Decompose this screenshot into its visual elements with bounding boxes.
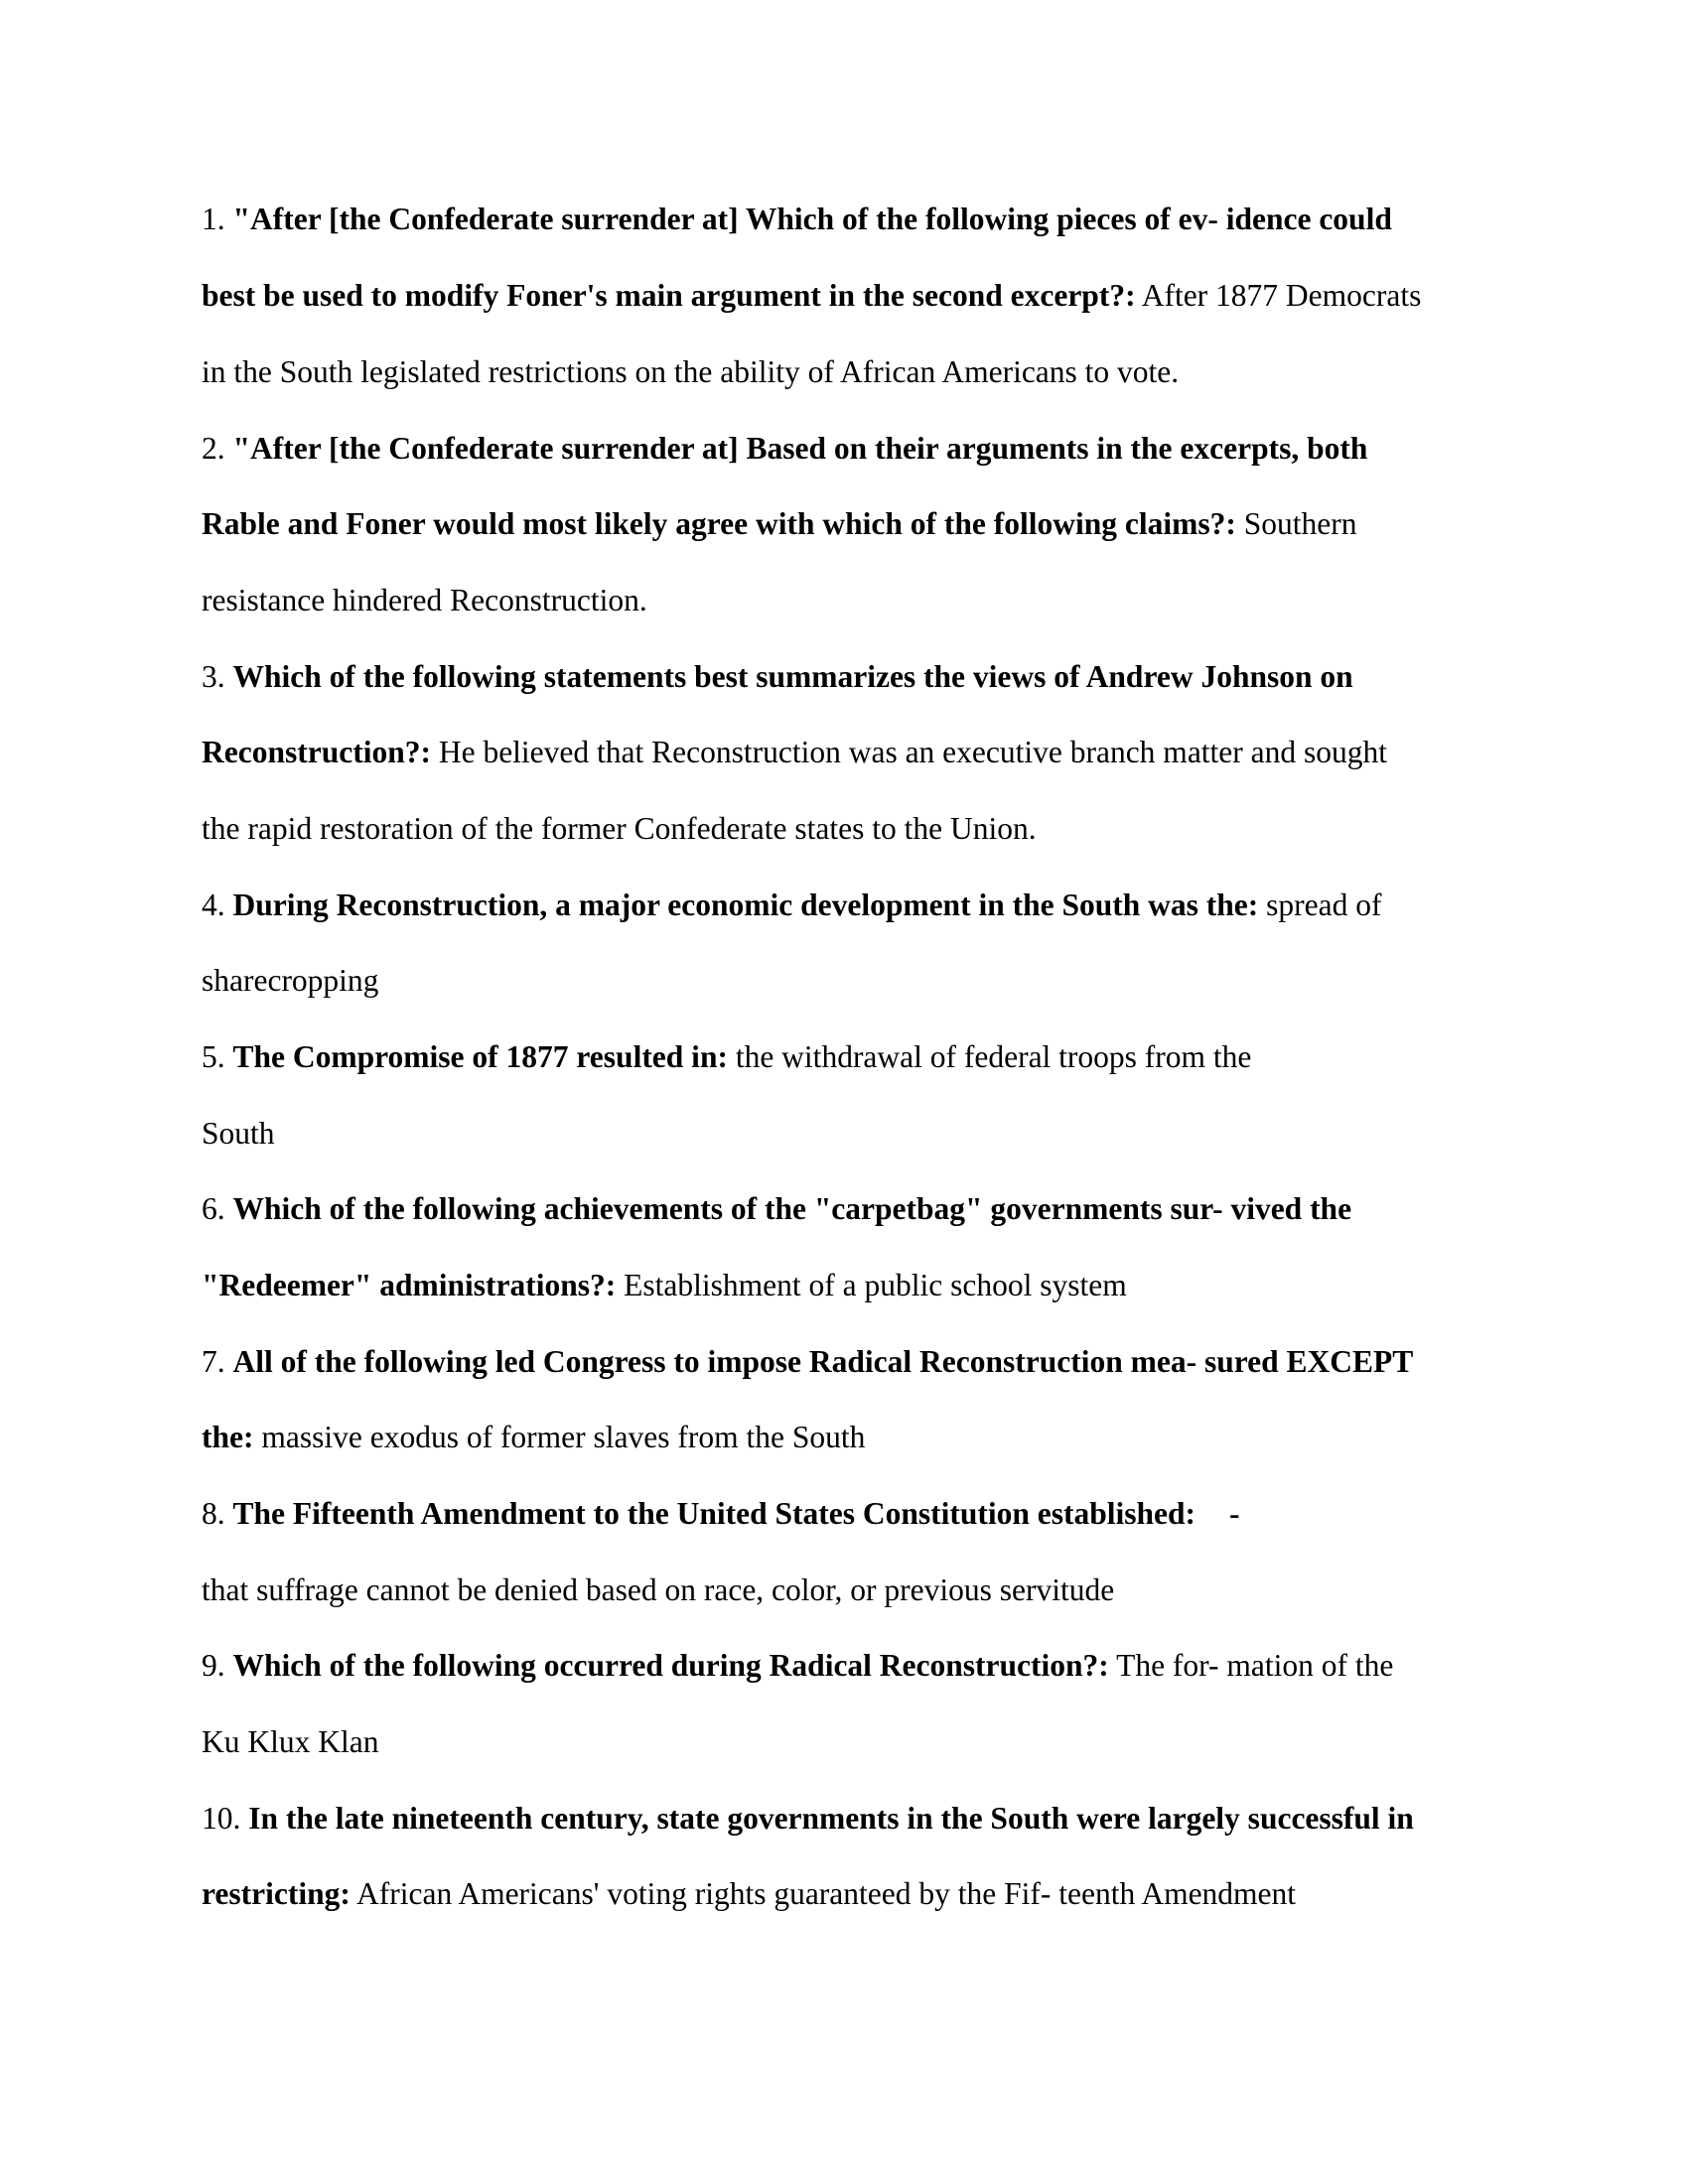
question-number: 3. [202, 659, 225, 694]
question-4-line-1 [202, 889, 1381, 921]
answer-text: the withdrawal of federal troops from the [727, 1039, 1252, 1074]
question-number: 9. [202, 1648, 225, 1683]
answer-text: African Americans' voting rights guaranteed by the Fif- teenth Amendment [350, 1876, 1297, 1911]
question-text: In the late nineteenth century, state governments in the South were largely successful in [248, 1801, 1414, 1836]
answer-text: He believed that Reconstruction was an executive branch matter and sought [430, 735, 1388, 769]
answer-text: in the South legislated restrictions on the ability of African Americans to vote. [202, 354, 1180, 389]
question-text: "After [the Confederate surrender at] Which of the following pieces of ev- idence could [232, 202, 1392, 236]
question-text: The Fifteenth Amendment to the United States Constitution established: [232, 1496, 1196, 1531]
question-6-line-2 [202, 1270, 1127, 1301]
answer-text: massive exodus of former slaves from the South [253, 1420, 866, 1454]
answer-text: that suffrage cannot be denied based on race, color, or previous servitude [202, 1572, 1115, 1607]
question-text: "After [the Confederate surrender at] Based on their arguments in the excerpts, both [232, 431, 1368, 466]
question-text: best be used to modify Foner's main argument in the second excerpt?: [202, 278, 1136, 313]
question-10-line-2 [202, 1878, 1296, 1910]
question-number: 2. [202, 431, 225, 466]
question-text: Rable and Foner would most likely agree with which of the following claims?: [202, 506, 1236, 541]
question-number: 7. [202, 1344, 225, 1379]
question-9-line-2 [202, 1726, 378, 1758]
question-text: the: [202, 1420, 254, 1454]
question-2-line-3 [202, 585, 647, 616]
answer-text: The for- mation of the [1108, 1648, 1394, 1683]
question-number: 8. [202, 1496, 225, 1531]
question-6-line-1 [202, 1193, 1351, 1225]
question-number: 6. [202, 1191, 225, 1226]
question-2-line-2 [202, 508, 1356, 540]
question-2-line-1 [202, 433, 1367, 465]
question-text: All of the following led Congress to impose Radical Reconstruction mea- sured EXCEPT [232, 1344, 1414, 1379]
answer-text: Ku Klux Klan [202, 1724, 379, 1759]
question-3-line-1 [202, 661, 1353, 693]
answer-text: After 1877 Democrats [1135, 278, 1422, 313]
question-number: 1. [202, 202, 225, 236]
question-text: Which of the following occurred during Radical Reconstruction?: [232, 1648, 1109, 1683]
question-9-line-1 [202, 1650, 1393, 1682]
answer-text: sharecropping [202, 963, 379, 998]
question-text: "Redeemer" administrations?: [202, 1268, 617, 1302]
question-1-line-1 [202, 204, 1392, 235]
question-7-line-1 [202, 1346, 1413, 1378]
question-3-line-2 [202, 737, 1387, 768]
question-4-line-2 [202, 965, 378, 997]
question-text: The Compromise of 1877 resulted in: [232, 1039, 728, 1074]
answer-text: the rapid restoration of the former Confederate states to the Union. [202, 811, 1037, 846]
question-text: Reconstruction?: [202, 735, 431, 769]
question-1-line-2 [202, 280, 1421, 312]
question-number: 10. [202, 1801, 241, 1836]
answer-text: Southern [1235, 506, 1357, 541]
question-3-line-3 [202, 813, 1037, 845]
question-number: 5. [202, 1039, 225, 1074]
answer-text: resistance hindered Reconstruction. [202, 583, 647, 617]
question-text: During Reconstruction, a major economic development in the South was the: [232, 887, 1259, 922]
question-8-line-1 [202, 1498, 1240, 1530]
question-text: Which of the following achievements of the "carpetbag" governments sur- vived the [232, 1191, 1352, 1226]
question-text: restricting: [202, 1876, 351, 1911]
trailing-dash: - [1229, 1496, 1240, 1531]
question-1-line-3 [202, 356, 1179, 388]
question-5-line-2 [202, 1118, 275, 1150]
question-text: Which of the following statements best summarizes the views of Andrew Johnson on [232, 659, 1353, 694]
answer-text: South [202, 1116, 275, 1151]
question-10-line-1 [202, 1803, 1414, 1835]
question-5-line-1 [202, 1041, 1251, 1073]
answer-text: spread of [1258, 887, 1382, 922]
question-number: 4. [202, 887, 225, 922]
question-8-line-2 [202, 1574, 1114, 1606]
answer-text: Establishment of a public school system [616, 1268, 1127, 1302]
question-7-line-2 [202, 1422, 865, 1453]
